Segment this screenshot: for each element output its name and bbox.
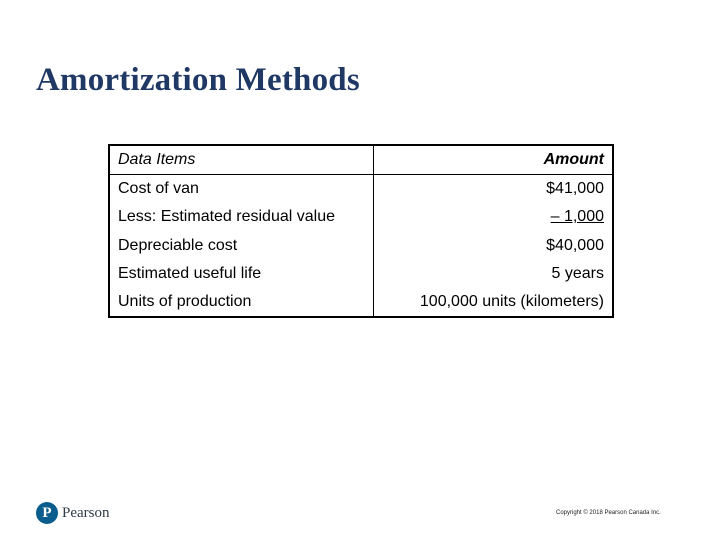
table-header-row bbox=[109, 145, 613, 175]
row-label: Units of production bbox=[109, 288, 374, 317]
row-amount: $41,000 bbox=[546, 180, 604, 198]
amortization-data-table bbox=[108, 144, 614, 318]
row-label: Estimated useful life bbox=[109, 260, 374, 288]
row-label: Cost of van bbox=[109, 175, 374, 204]
table-row bbox=[109, 260, 613, 288]
table-row bbox=[109, 288, 613, 317]
pearson-logo-icon: P bbox=[36, 502, 58, 524]
pearson-logo bbox=[36, 502, 110, 524]
pearson-logo-text: Pearson bbox=[62, 504, 110, 521]
row-label: Depreciable cost bbox=[109, 232, 374, 260]
row-amount: 100,000 units (kilometers) bbox=[419, 293, 604, 311]
header-data-items: Data Items bbox=[109, 145, 374, 175]
row-amount: $40,000 bbox=[546, 236, 604, 254]
header-amount: Amount bbox=[374, 145, 614, 175]
row-amount: – 1,000 bbox=[550, 208, 604, 226]
row-amount: 5 years bbox=[551, 264, 604, 282]
copyright-notice: Copyright © 2018 Pearson Canada Inc. bbox=[556, 510, 661, 516]
table-row bbox=[109, 175, 613, 204]
table-row bbox=[109, 232, 613, 260]
table-row bbox=[109, 203, 613, 231]
slide-title: Amortization Methods bbox=[36, 62, 360, 98]
row-label: Less: Estimated residual value bbox=[109, 203, 374, 231]
